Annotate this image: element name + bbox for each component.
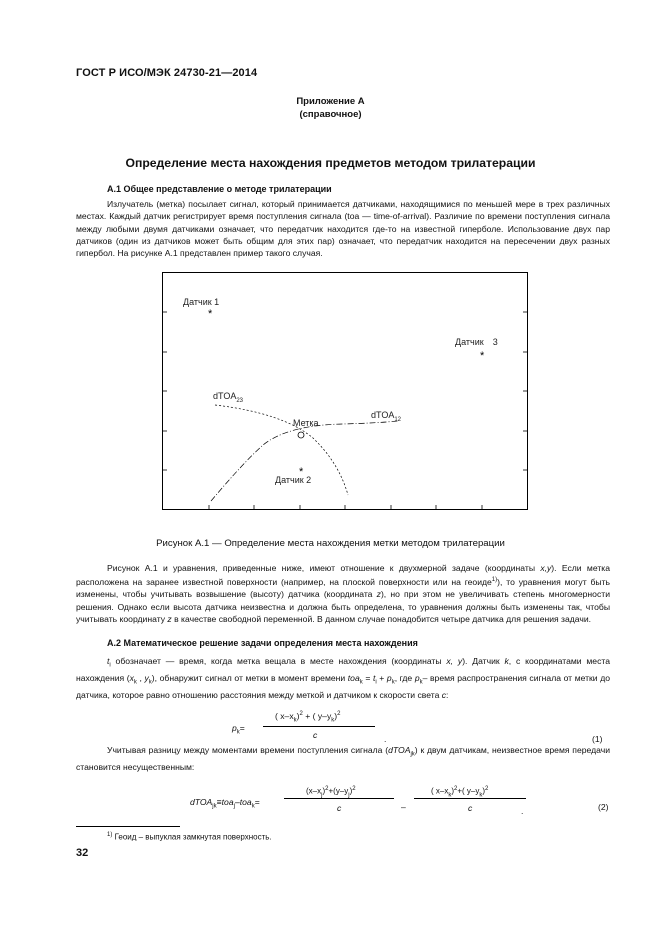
sensor1-label: Датчик 1	[183, 297, 220, 307]
footnote: $^{1)}$ Геоид – выпуклая замкнутая поверхность.	[107, 832, 272, 842]
equation2-fraction-bar1	[284, 798, 394, 799]
equation2-numerator1: $(x-x_j)^2+(y-y_j)^2$	[306, 786, 356, 799]
equation2-fraction-bar2	[414, 798, 526, 799]
annex-title: Приложение А	[296, 96, 365, 107]
equation2-denominator1: c	[337, 803, 342, 813]
sensor3-marker: *	[480, 350, 485, 362]
equation2-number: (2)	[598, 802, 609, 812]
sensor3-label: Датчик 3	[455, 337, 498, 347]
sensor2-label: Датчик 2	[275, 475, 312, 485]
section-a1-paragraph	[76, 198, 610, 259]
figure-a1	[162, 272, 528, 510]
annex-block	[0, 95, 661, 121]
equation1-numerator: ( $x-x_k)^2$ + ( $y-y_k)^2$	[275, 711, 341, 724]
document-code-header: ГОСТ Р ИСО/МЭК 24730-21—2014	[76, 67, 258, 79]
section-a1-heading: А.1 Общее представление о методе трилатерации	[107, 184, 332, 194]
dtoa12-label: dTOA$_{12}$	[371, 410, 402, 423]
section-a1-text: Излучатель (метка) посылает сигнал, который принимается датчиками, находящимися по меньшей мере в трех различных местах. Каждый датчик регистрирует время поступления сигнала (toa — time-of-arrival). Различие по времени поступления сигнала между любыми двумя датчиками означает, что передатчик находится где-то на известной гиперболе. Использование двух пар датчиков (один из датчиков может быть общим для этих пар) означает, что передатчик находится на пересечении двух разных гипербол. На рисунке А.1 представлен пример такого случая.	[76, 199, 610, 259]
page-number: 32	[76, 847, 89, 859]
equation2-lhs: dTOA$_{jk}$≡toa$_j$–toa$_k$=	[190, 797, 260, 810]
sensor2-marker: *	[299, 466, 304, 478]
figure-caption: Рисунок А.1 — Определение места нахождения метки методом трилатерации	[156, 538, 505, 549]
footnote-divider	[76, 826, 180, 827]
tag-marker	[298, 432, 304, 438]
section-a2-paragraph: $t_i$ обозначает — время, когда метка вещала в месте нахождения (координаты x, y). Датчик k, с координатами места нахождения ($x_k$ , $y_k$), обнаружит сигнал от метки в момент времени $toa_k = t_i + p_k$, где $p_k-$ время распространения сигнала от метки до датчика, которое равно отношению расстояния между меткой и датчиком к скорости света c:	[76, 656, 610, 701]
equation1-dot: .	[384, 734, 387, 744]
dtoa23-label: dTOA$_{23}$	[213, 391, 244, 404]
annex-subtitle: (справочное)	[299, 109, 362, 120]
hyperbola-dtoa12	[211, 421, 398, 501]
equation1-fraction-bar	[263, 726, 375, 727]
equation1-denominator: c	[313, 730, 318, 740]
sensor1-marker: *	[208, 308, 213, 320]
page-title: Определение места нахождения предметов методом трилатерации	[125, 156, 536, 170]
equation2-dot: .	[521, 806, 524, 816]
paragraph-after-figure: Рисунок А.1 и уравнения, приведенные ниже, имеют отношение к двухмерной задаче (координаты x,y). Если метка расположена на заранее известной поверхности (например, на плоской поверхности или на геоиде$^{1)}$), то уравнения могут быть изменены, чтобы учитывать возвышение (высоту) датчика (координата z), но при этом не увеличивать степень многомерности решения. Однако если высота датчика неизвестна и должна быть определена, то уравнения должны быть изменены так, чтобы учитывать координату z в качестве свободной переменной. В данном случае понадобится четыре датчика для решения задачи.	[76, 563, 610, 625]
section-a2-heading: А.2 Математическое решение задачи определения места нахождения	[107, 638, 418, 648]
equation2-minus: –	[401, 802, 406, 812]
footnote-ref: 1)	[491, 577, 498, 584]
paragraph-eq2-intro: Учитывая разницу между моментами времени поступления сигнала (dTOA$_{jk}$) к двум датчикам, неизвестное время передачи становится несущественным:	[76, 745, 610, 773]
equation1-lhs: $p_k=$	[232, 723, 245, 736]
equation2-denominator2: c	[468, 803, 473, 813]
equation1-number: (1)	[592, 734, 603, 744]
equation2-numerator2: ( $x-x_k)^2+$( $y-y_k)^2$	[431, 786, 489, 799]
tag-label: Метка	[293, 418, 319, 428]
